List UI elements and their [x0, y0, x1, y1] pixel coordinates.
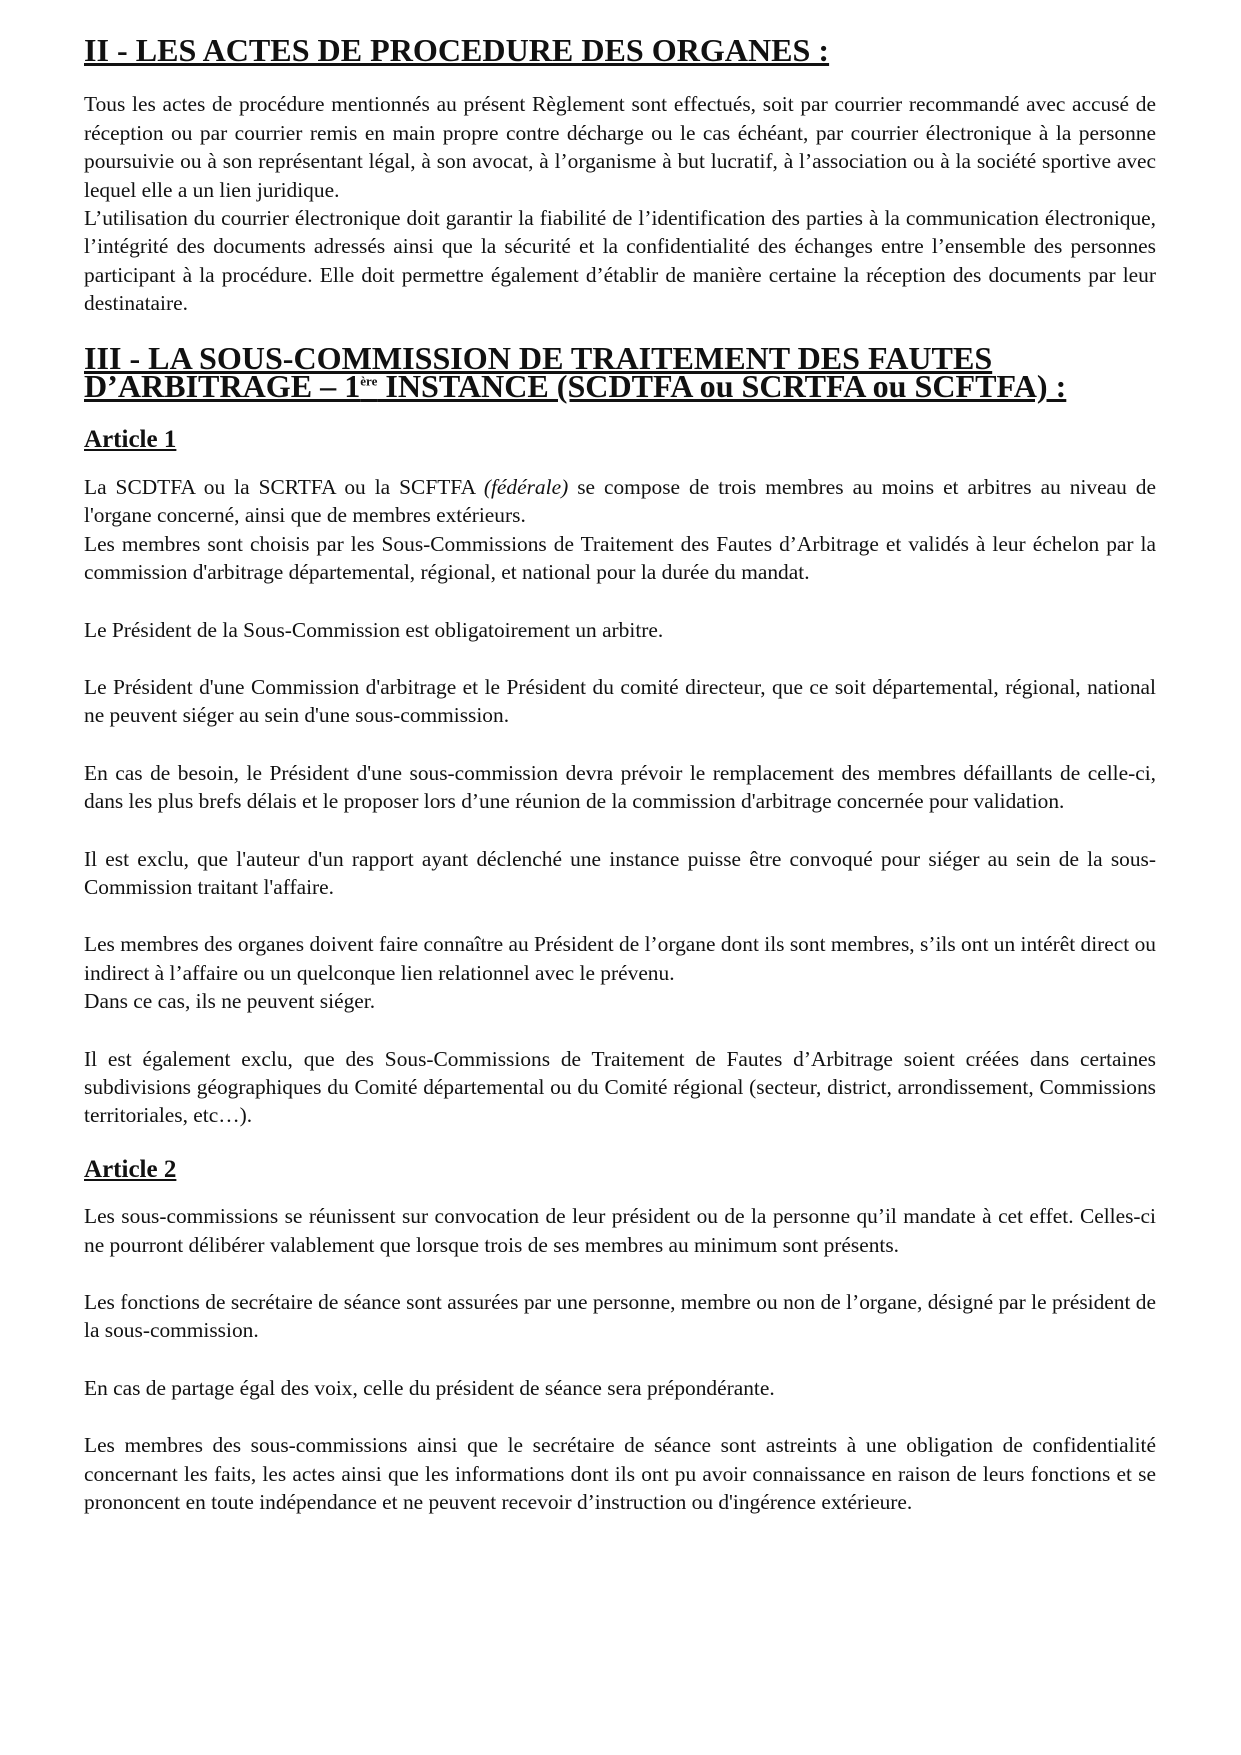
section-3-heading-sup: ère [360, 373, 378, 389]
article-1-paragraph-4: Le Président d'une Commission d'arbitrage et le Président du comité directeur, que ce soit départemental, régional, national ne peuvent siéger au sein d'une sous-commission. [84, 674, 1156, 728]
article-1-paragraph-3: Le Président de la Sous-Commission est obligatoirement un arbitre. [84, 617, 664, 642]
document-page [84, 32, 1156, 1516]
article-1-paragraph-5: En cas de besoin, le Président d'une sous-commission devra prévoir le remplacement des membres défaillants de celle-ci, dans les plus brefs délais et le proposer lors d’une réunion de la commission d'arbitrage concernée pour validation. [84, 760, 1156, 814]
article-1-paragraph-1-em: (fédérale) [483, 474, 569, 499]
article-1-paragraph-9: Il est également exclu, que des Sous-Commissions de Traitement de Fautes d’Arbitrage soient créées dans certaines subdivisions géographiques du Comité départemental ou du Comité régional (secteur, district, arrondissement, Commissions territoriales, etc…). [84, 1046, 1156, 1128]
article-1-paragraph-7: Les membres des organes doivent faire connaître au Président de l’organe dont ils sont membres, s’ils ont un intérêt direct ou indirect à l’affaire ou un quelconque lien relationnel avec le prévenu. [84, 932, 1156, 985]
section-2-paragraph-1: Tous les actes de procédure mentionnés au présent Règlement sont effectués, soit par courrier recommandé avec accusé de réception ou par courrier remis en main propre contre décharge ou le cas échéant, par courrier électronique à la personne poursuivie ou à son représentant légal, à son avocat, à l’organisme à but lucratif, à l’association ou à la société sportive avec lequel elle a un lien juridique. [84, 92, 1156, 202]
article-2-paragraph-3: En cas de partage égal des voix, celle du président de séance sera prépondérante. [84, 1375, 775, 1400]
section-3-heading-part1: III - LA SOUS-COMMISSION DE TRAITEMENT DES FAUTES D’ARBITRAGE – 1 [84, 339, 993, 405]
article-2-paragraph-1: Les sous-commissions se réunissent sur convocation de leur président ou de la personne qu’il mandate à cet effet. Celles-ci ne pourront délibérer valablement que lorsque trois de ses membres au minimum sont présents. [84, 1204, 1156, 1257]
article-1-paragraph-1-a: La SCDTFA ou la SCRTFA ou la SCFTFA [84, 474, 484, 499]
article-1-paragraph-1-b: se compose de trois membres au moins et arbitres au niveau de l'organe concerné, ainsi que de membres extérieurs. [84, 474, 1156, 528]
section-2-paragraph-2: L’utilisation du courrier électronique doit garantir la fiabilité de l’identification des parties à la communication électronique, l’intégrité des documents adressés ainsi que la sécurité et la confidentialité des échanges entre l’ensemble des personnes participant à la procédure. Elle doit permettre également d’établir de manière certaine la réception des documents par leur destinataire. [84, 206, 1156, 316]
article-1-paragraph-6: Il est exclu, que l'auteur d'un rapport ayant déclenché une instance puisse être convoqué pour siéger au sein de la sous-Commission traitant l'affaire. [84, 846, 1156, 899]
article-1-heading: Article 1 [84, 426, 177, 454]
article-1-paragraph-1 [84, 473, 1156, 530]
section-3-heading [84, 339, 1156, 405]
section-2-heading: II - LES ACTES DE PROCEDURE DES ORGANES : [84, 32, 830, 68]
article-2-heading: Article 2 [84, 1155, 177, 1183]
article-2-paragraph-2: Les fonctions de secrétaire de séance sont assurées par une personne, membre ou non de l’organe, désigné par le président de la sous-commission. [84, 1290, 1156, 1343]
section-3-heading-part2: INSTANCE (SCDTFA ou SCRTFA ou SCFTFA) : [377, 368, 1067, 405]
article-1-paragraph-2: Les membres sont choisis par les Sous-Commissions de Traitement des Fautes d’Arbitrage et validés à leur échelon par la commission d'arbitrage départemental, régional, et national pour la durée du mandat. [84, 531, 1156, 585]
article-2-paragraph-4: Les membres des sous-commissions ainsi que le secrétaire de séance sont astreints à une obligation de confidentialité concernant les faits, les actes ainsi que les informations dont ils ont pu avoir connaissance en raison de leurs fonctions et se prononcent en toute indépendance et ne peuvent recevoir d’instruction ou d'ingérence extérieure. [84, 1433, 1156, 1515]
article-1-paragraph-8: Dans ce cas, ils ne peuvent siéger. [84, 989, 376, 1014]
